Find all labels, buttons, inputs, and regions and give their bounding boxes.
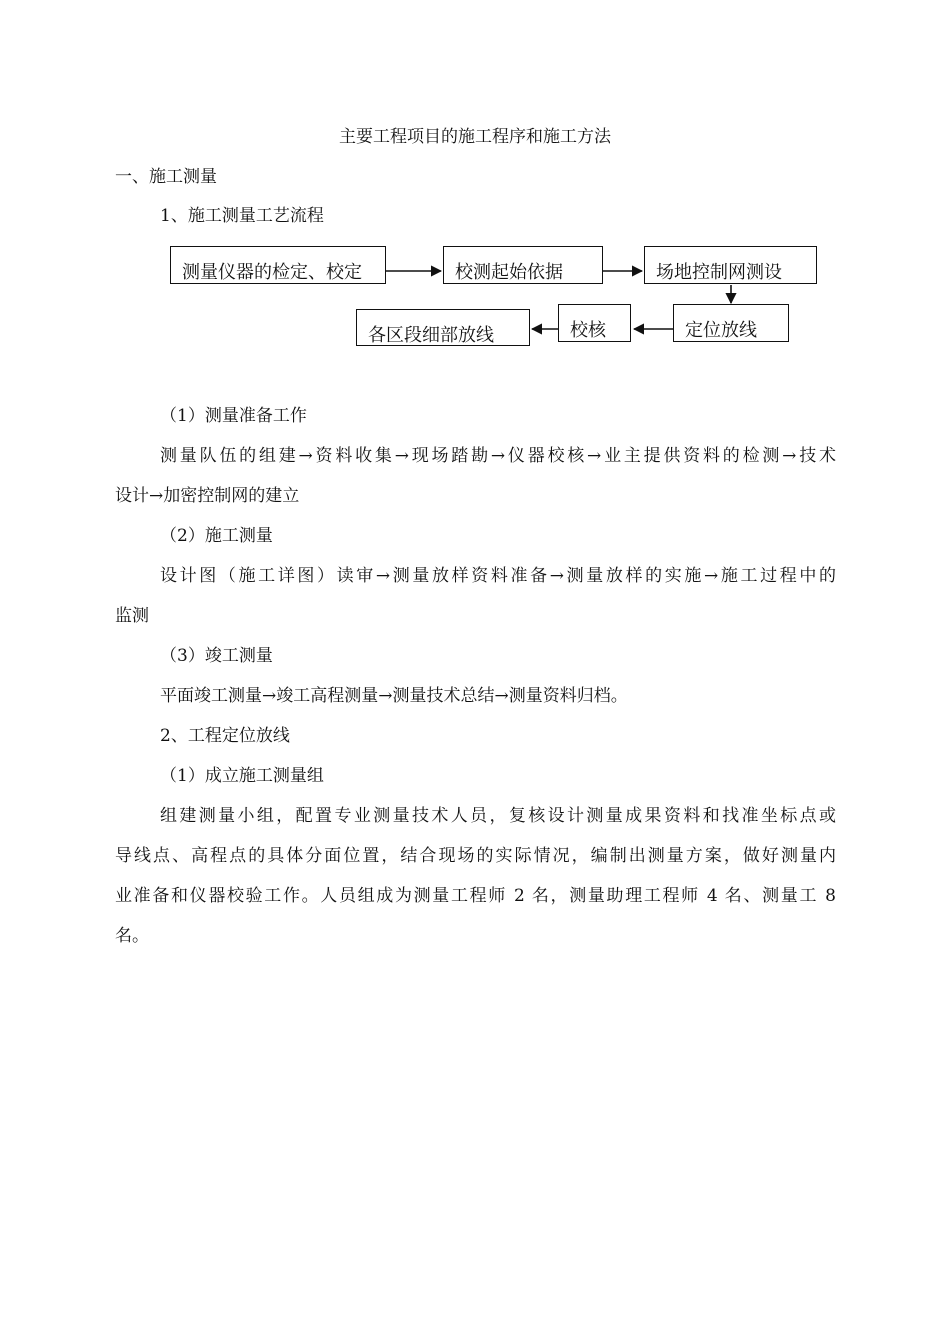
paragraph-heading-team: （1）成立施工测量组 [160,766,324,786]
section-heading-1: 一、施工测量 [115,167,217,187]
paragraph-team-line4: 名。 [115,926,149,946]
paragraph-team-line1: 组建测量小组，配置专业测量技术人员，复核设计测量成果资料和找准坐标点或 [160,806,836,826]
flow-box-verify-baseline: 校测起始依据 [443,246,603,284]
flow-box-check: 校核 [558,304,631,342]
paragraph-construction-line1: 设计图（施工详图）读审→测量放样资料准备→测量放样的实施→施工过程中的 [160,566,836,586]
subsection-heading-1: 1、施工测量工艺流程 [160,206,324,226]
subsection-heading-2: 2、工程定位放线 [160,726,290,746]
paragraph-heading-prep: （1）测量准备工作 [160,406,307,426]
paragraph-heading-construction: （2）施工测量 [160,526,273,546]
paragraph-prep-line2: 设计→加密控制网的建立 [115,486,300,506]
paragraph-construction-line2: 监测 [115,606,149,626]
paragraph-team-line3: 业准备和仪器校验工作。人员组成为测量工程师 2 名，测量助理工程师 4 名、测量工 8 [115,886,836,906]
paragraph-team-line2: 导线点、高程点的具体分面位置，结合现场的实际情况，编制出测量方案，做好测量内 [115,846,836,866]
flow-box-positioning: 定位放线 [673,304,789,342]
flow-box-site-control-network: 场地控制网测设 [644,246,817,284]
paragraph-completion-line1: 平面竣工测量→竣工高程测量→测量技术总结→测量资料归档。 [160,686,628,706]
flow-box-instrument-calibration: 测量仪器的检定、校定 [170,246,386,284]
flow-box-detailed-layout: 各区段细部放线 [356,309,530,346]
paragraph-prep-line1: 测量队伍的组建→资料收集→现场踏勘→仪器校核→业主提供资料的检测→技术 [160,446,836,466]
paragraph-heading-completion: （3）竣工测量 [160,646,273,666]
page-title: 主要工程项目的施工程序和施工方法 [339,127,611,147]
